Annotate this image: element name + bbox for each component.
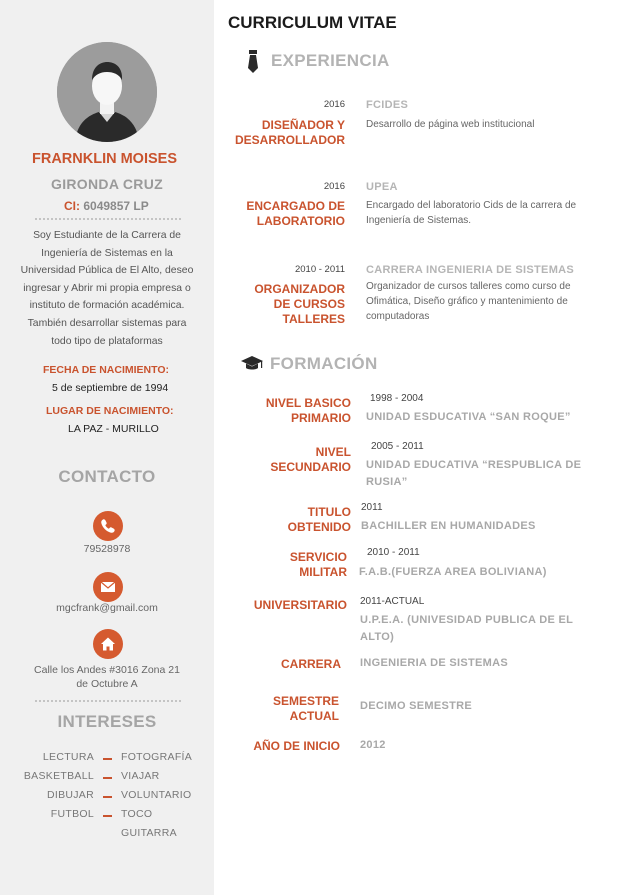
exp-desc: Encargado del laboratorio Cids de la carrera de Ingeniería de Sistemas.: [366, 200, 577, 226]
place-label: LUGAR DE NACIMIENTO:: [46, 405, 174, 417]
experience-title: EXPERIENCIA: [271, 51, 390, 70]
birth-label: FECHA DE NACIMIENTO:: [43, 364, 169, 376]
exp-org: FCIDES: [366, 99, 409, 111]
interest-item: VOLUNTARIO: [121, 789, 192, 801]
tie-icon: [246, 50, 260, 79]
interest-item: LECTURA: [42, 751, 94, 763]
interest-item: FUTBOL: [50, 808, 94, 820]
divider: [35, 218, 181, 220]
exp-org: CARRERA INGENIERIA DE SISTEMAS: [366, 264, 575, 276]
edu-value: UNIDAD ESDUCATIVA “SAN ROQUE”: [366, 411, 571, 423]
edu-year: 2005 - 2011: [371, 441, 424, 452]
interest-item: VIAJAR: [121, 770, 160, 782]
edu-label: UNIVERSITARIO: [253, 598, 347, 612]
edu-label: SERVICIO MILITAR: [289, 550, 347, 579]
interest-item: TOCO: [121, 808, 153, 820]
edu-label: AÑO DE INICIO: [253, 739, 340, 753]
contact-title: CONTACTO: [58, 467, 156, 486]
name-line-1: FRARNKLIN MOISES: [32, 151, 177, 167]
edu-value: DECIMO SEMESTRE: [360, 700, 473, 712]
exp-year: 2010 - 2011: [294, 264, 345, 275]
interest-dash: [103, 815, 112, 817]
phone-icon: [93, 511, 123, 541]
interest-dash: [103, 777, 112, 779]
edu-label: NIVEL SECUNDARIO: [270, 445, 351, 474]
interest-item: FOTOGRAFÍA: [121, 751, 193, 763]
education-title: FORMACIÓN: [270, 354, 378, 373]
edu-year: 1998 - 2004: [370, 393, 424, 404]
exp-year: 2016: [323, 99, 345, 110]
page-title: CURRICULUM VITAE: [228, 13, 397, 32]
name-line-2: GIRONDA CRUZ: [51, 176, 163, 192]
exp-desc: Desarrollo de página web institucional: [366, 119, 535, 130]
home-icon: [93, 629, 123, 659]
graduation-cap-icon: [240, 355, 264, 378]
edu-value: INGENIERIA DE SISTEMAS: [360, 657, 508, 669]
edu-label: SEMESTRE ACTUAL: [272, 694, 339, 723]
ci-value: 6049857 LP: [83, 199, 149, 213]
edu-year: 2011-ACTUAL: [360, 596, 425, 607]
interest-dash: [103, 796, 112, 798]
edu-year: 2011: [361, 502, 383, 513]
person-silhouette-icon: [57, 42, 157, 142]
interests-title: INTERESES: [57, 712, 157, 731]
exp-role: ORGANIZADOR DE CURSOS TALLERES: [254, 282, 345, 326]
interest-item: GUITARRA: [121, 827, 177, 839]
divider: [35, 700, 181, 702]
edu-label: CARRERA: [281, 657, 341, 671]
ci-label: CI:: [64, 199, 80, 213]
exp-org: UPEA: [366, 181, 398, 193]
place-value: LA PAZ - MURILLO: [68, 423, 159, 435]
ci-row: [64, 199, 149, 213]
edu-value: UNIDAD EDUCATIVA “RESPUBLICA DE RUSIA”: [366, 459, 582, 488]
interest-dash: [103, 758, 112, 760]
bio-text: Soy Estudiante de la Carrera de Ingeniería de Sistemas en la Universidad Pública de El Alto, deseo ingresar y Abrir mi propia empresa o instituto de formación académica. También desarrollar sistemas para todo tipo de plataformas: [20, 230, 194, 347]
edu-value: BACHILLER EN HUMANIDADES: [361, 520, 536, 532]
exp-desc: Organizador de cursos talleres como curso de Ofimática, Diseño gráfico y mantenimiento de computadoras: [366, 281, 571, 322]
edu-value: F.A.B.(FUERZA AREA BOLIVIANA): [359, 566, 547, 578]
edu-value: U.P.E.A. (UNIVESIDAD PUBLICA DE EL ALTO): [360, 614, 573, 643]
edu-value: 2012: [360, 739, 386, 751]
edu-label: TITULO OBTENIDO: [287, 505, 351, 534]
avatar: [57, 42, 157, 142]
address-text: Calle los Andes #3016 Zona 21 de Octubre A: [34, 664, 180, 690]
birth-value: 5 de septiembre de 1994: [52, 382, 169, 394]
edu-label: NIVEL BASICO PRIMARIO: [265, 396, 351, 425]
edu-year: 2010 - 2011: [367, 547, 420, 558]
interest-item: DIBUJAR: [46, 789, 94, 801]
email-text[interactable]: mgcfrank@gmail.com: [56, 602, 158, 614]
exp-role: ENCARGADO DE LABORATORIO: [246, 199, 345, 228]
phone-text[interactable]: 79528978: [83, 543, 131, 555]
interest-item: BASKETBALL: [23, 770, 94, 782]
envelope-icon: [93, 572, 123, 602]
exp-role: DISEÑADOR Y DESARROLLADOR: [235, 118, 345, 147]
exp-year: 2016: [323, 181, 345, 192]
